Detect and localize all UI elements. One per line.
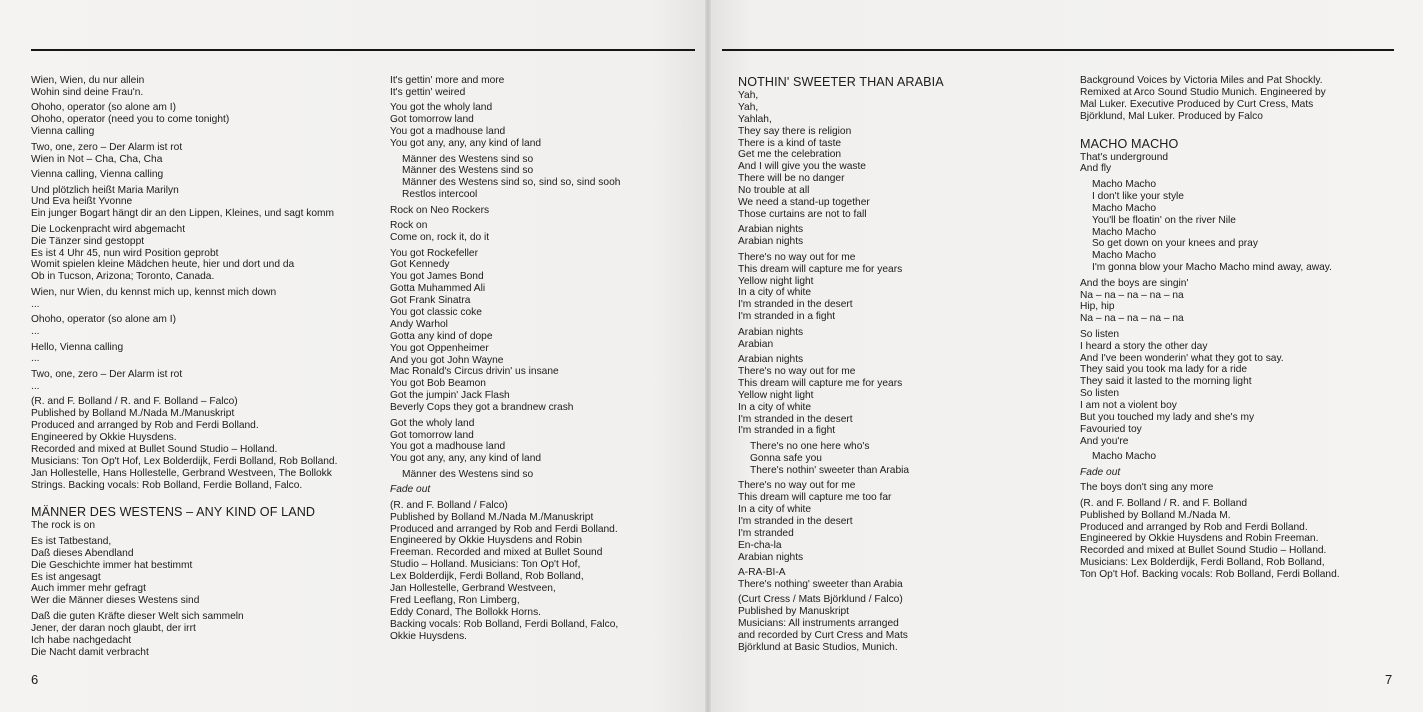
text-line: Björklund at Basic Studios, Munich. — [738, 641, 898, 653]
text-line: Mac Ronald's Circus drivin' us insane — [390, 366, 559, 378]
text-line: Yah, — [738, 90, 759, 101]
text-line: Gonna safe you — [750, 452, 822, 464]
text-line: (R. and F. Bolland / R. and F. Bolland — [1080, 497, 1248, 509]
text-line: There's no way out for me — [738, 365, 856, 377]
text-line: It's gettin' weired — [390, 86, 466, 98]
text-line: Die Tänzer sind gestoppt — [31, 235, 145, 247]
text-line: There's nothing' sweeter than Arabia — [738, 578, 903, 590]
text-line: Vienna calling — [31, 126, 95, 138]
text-line: and recorded by Curt Cress and Mats — [738, 630, 908, 642]
text-line: Fade out — [1080, 466, 1121, 478]
text-line: Arabian nights — [738, 326, 804, 338]
text-line: Strings. Backing vocals: Rob Bolland, Ferdie Bolland, Falco. — [31, 479, 303, 491]
text-line: Und Eva heißt Yvonne — [31, 196, 133, 208]
top-rule-right — [722, 49, 1394, 51]
text-line: In a city of white — [738, 401, 812, 413]
text-line: Got the wholy land — [390, 417, 475, 429]
text-line: ... — [31, 353, 40, 365]
text-line: ... — [31, 298, 40, 310]
text-line: Na – na – na – na – na — [1080, 289, 1184, 301]
text-line: Arabian nights — [738, 236, 804, 248]
text-line: This dream will capture me for years — [738, 263, 903, 275]
text-column-3 — [738, 75, 944, 654]
text-column-1 — [31, 75, 337, 658]
text-line: Daß dieses Abendland — [31, 547, 134, 559]
text-line: Macho Macho — [1092, 250, 1156, 262]
text-line: Musicians: Ton Op't Hof, Lex Bolderdijk, Ferdi Bolland, Rob Bolland. — [31, 455, 338, 467]
text-line: Auch immer mehr gefragt — [31, 583, 146, 595]
text-line: And fly — [1080, 163, 1112, 175]
text-line: Engineered by Okkie Huysdens. — [31, 431, 177, 443]
song-title: MACHO MACHO — [1080, 136, 1179, 151]
text-line: They said it lasted to the morning light — [1080, 376, 1252, 388]
text-line: En-cha-la — [738, 539, 782, 551]
text-line: Männer des Westens sind so — [402, 153, 534, 165]
text-line: Wohin sind deine Frau'n. — [31, 86, 144, 98]
text-line: So get down on your knees and pray — [1092, 238, 1258, 250]
text-line: I don't like your style — [1092, 190, 1184, 202]
text-line: Rock on — [390, 220, 428, 232]
text-line: Wien in Not – Cha, Cha, Cha — [31, 153, 163, 165]
text-line: Es ist angesagt — [31, 571, 101, 583]
text-line: Macho Macho — [1092, 451, 1156, 463]
text-line: Wien, Wien, du nur allein — [31, 75, 145, 86]
text-line: I'm stranded — [738, 527, 794, 539]
text-line: That's underground — [1080, 151, 1169, 163]
text-line: You'll be floatin' on the river Nile — [1092, 214, 1236, 226]
page-number-left: 6 — [31, 672, 39, 687]
text-line: Got the jumpin' Jack Flash — [390, 390, 510, 402]
text-line: Hip, hip — [1080, 301, 1115, 313]
text-line: (R. and F. Bolland / Falco) — [390, 499, 508, 511]
text-line: A-RA-BI-A — [738, 567, 786, 578]
text-line: I'm gonna blow your Macho Macho mind away, away. — [1092, 262, 1332, 274]
text-line: Ton Op't Hof. Backing vocals: Rob Bolland, Ferdi Bolland. — [1080, 569, 1340, 581]
text-line: And I will give you the waste — [738, 161, 866, 173]
text-line: No trouble at all — [738, 185, 810, 197]
text-line: Es ist 4 Uhr 45, nun wird Position geprobt — [31, 247, 219, 259]
text-line: Two, one, zero – Der Alarm ist rot — [31, 368, 183, 380]
text-line: Eddy Conard, The Bollokk Horns. — [390, 606, 542, 618]
text-line: Published by Bolland M./Nada M./Manuskript — [31, 408, 235, 420]
text-line: Womit spielen kleine Mädchen heute, hier und dort und da — [31, 259, 295, 271]
song-title: MÄNNER DES WESTENS – ANY KIND OF LAND — [31, 505, 316, 520]
text-line: I'm stranded in a fight — [738, 311, 836, 323]
text-line: Wer die Männer dieses Westens sind — [31, 595, 200, 607]
text-line: Published by Manuskript — [738, 606, 849, 618]
text-line: They said you took ma lady for a ride — [1080, 364, 1248, 376]
text-line: Come on, rock it, do it — [390, 232, 490, 244]
text-line: It's gettin' more and more — [390, 75, 505, 86]
text-column-2 — [390, 75, 620, 642]
text-line: Arabian nights — [738, 354, 804, 366]
text-line: ... — [31, 380, 40, 392]
text-line: Arabian — [738, 338, 774, 350]
text-line: I'm stranded in the desert — [738, 413, 853, 425]
text-line: Restlos intercool — [402, 189, 478, 201]
text-line: Okkie Huysdens. — [390, 630, 468, 642]
text-line: You got the wholy land — [390, 102, 493, 114]
text-line: Got Kennedy — [390, 259, 450, 271]
text-line: You got any, any, any kind of land — [390, 453, 542, 465]
text-line: Published by Bolland M./Nada M. — [1080, 509, 1231, 521]
text-line: Mal Luker. Executive Produced by Curt Cress, Mats — [1080, 98, 1314, 110]
text-line: Lex Bolderdijk, Ferdi Bolland, Rob Bolland, — [390, 571, 584, 583]
text-line: Produced and arranged by Rob and Ferdi Bolland. — [390, 523, 618, 535]
text-line: Männer des Westens sind so, sind so, sind sooh — [402, 177, 621, 189]
text-line: Two, one, zero – Der Alarm ist rot — [31, 141, 183, 153]
text-line: Arabian nights — [738, 551, 804, 563]
text-line: You got Bob Beamon — [390, 378, 486, 390]
text-line: The boys don't sing any more — [1080, 482, 1214, 494]
text-line: Background Voices by Victoria Miles and Pat Shockly. — [1080, 75, 1323, 86]
text-line: You got James Bond — [390, 271, 484, 283]
text-line: And you're — [1080, 435, 1129, 447]
text-line: I am not a violent boy — [1080, 400, 1177, 412]
block-gap — [1080, 123, 1340, 137]
text-line: Ohoho, operator (so alone am I) — [31, 102, 176, 114]
text-line: (Curt Cress / Mats Björklund / Falco) — [738, 594, 903, 606]
text-line: So listen — [1080, 388, 1120, 400]
text-line: There's no way out for me — [738, 480, 856, 492]
text-line: And I've been wonderin' what they got to say. — [1080, 352, 1284, 364]
text-line: There's no one here who's — [750, 440, 870, 452]
text-line: You got a madhouse land — [390, 126, 506, 138]
text-line: Und plötzlich heißt Maria Marilyn — [31, 184, 179, 196]
text-line: In a city of white — [738, 503, 812, 515]
text-line: Hello, Vienna calling — [31, 341, 124, 353]
text-column-4 — [1080, 75, 1340, 581]
text-line: Andy Warhol — [390, 318, 448, 330]
text-line: And the boys are singin' — [1080, 277, 1189, 289]
text-line: Macho Macho — [1092, 226, 1156, 238]
text-line: So listen — [1080, 328, 1120, 340]
text-line: Yah, — [738, 101, 759, 113]
text-line: There's no way out for me — [738, 251, 856, 263]
text-line: You got a madhouse land — [390, 441, 506, 453]
text-line: Jan Hollestelle, Hans Hollestelle, Gerbrand Westveen, The Bollokk — [31, 467, 332, 479]
text-line: Daß die guten Kräfte dieser Welt sich sammeln — [31, 610, 244, 622]
text-line: Ohoho, operator (need you to come tonight) — [31, 114, 230, 126]
text-line: Studio – Holland. Musicians: Ton Op't Hof, — [390, 559, 581, 571]
text-line: This dream will capture me for years — [738, 377, 903, 389]
text-line: Macho Macho — [1092, 178, 1156, 190]
text-line: Rock on Neo Rockers — [390, 204, 490, 216]
text-line: Fade out — [390, 484, 431, 496]
text-line: Musicians: Lex Bolderdijk, Ferdi Bolland, Rob Bolland, — [1080, 557, 1325, 569]
text-line: Published by Bolland M./Nada M./Manuskript — [390, 511, 594, 523]
text-line: Macho Macho — [1092, 202, 1156, 214]
text-line: There will be no danger — [738, 173, 845, 185]
text-line: Recorded and mixed at Bullet Sound Studio – Holland. — [1080, 545, 1327, 557]
text-line: I heard a story the other day — [1080, 340, 1208, 352]
text-line: Ohoho, operator (so alone am I) — [31, 314, 176, 326]
text-line: Favouried toy — [1080, 423, 1142, 435]
text-line: There's nothin' sweeter than Arabia — [750, 464, 910, 476]
text-line: Engineered by Okkie Huysdens and Robin — [390, 535, 582, 547]
text-line: Es ist Tatbestand, — [31, 535, 112, 547]
text-line: Die Geschichte immer hat bestimmt — [31, 559, 193, 571]
text-line: Fred Leeflang, Ron Limberg, — [390, 594, 520, 606]
text-line: Recorded and mixed at Bullet Sound Studio – Holland. — [31, 443, 278, 455]
text-line: You got Oppenheimer — [390, 342, 489, 354]
text-line: Yellow night light — [738, 389, 814, 401]
text-line: In a city of white — [738, 287, 812, 299]
text-line: Björklund, Mal Luker. Produced by Falco — [1080, 110, 1263, 122]
text-line: Gotta any kind of dope — [390, 330, 493, 342]
text-line: I'm stranded in the desert — [738, 515, 853, 527]
text-line: Got tomorrow land — [390, 429, 474, 441]
page-number-right: 7 — [1385, 672, 1393, 687]
text-line: Jan Hollestelle, Gerbrand Westveen, — [390, 582, 556, 594]
text-line: You got classic coke — [390, 307, 482, 318]
text-line: Arabian nights — [738, 224, 804, 236]
text-line: Engineered by Okkie Huysdens and Robin Freeman. — [1080, 533, 1319, 545]
text-line: The rock is on — [31, 520, 95, 532]
text-line: I'm stranded in the desert — [738, 299, 853, 311]
text-line: Backing vocals: Rob Bolland, Ferdi Bolland, Falco, — [390, 618, 619, 630]
text-line: Vienna calling, Vienna calling — [31, 169, 164, 181]
song-title: NOTHIN' SWEETER THAN ARABIA — [738, 75, 944, 89]
text-line: Die Lockenpracht wird abgemacht — [31, 223, 186, 235]
text-line: But you touched my lady and she's my — [1080, 412, 1255, 424]
text-line: Freeman. Recorded and mixed at Bullet Sound — [390, 547, 603, 559]
text-line: We need a stand-up together — [738, 197, 870, 209]
text-line: Ein junger Bogart hängt dir an den Lippen, Kleines, und sagt komm — [31, 208, 334, 220]
text-line: Remixed at Arco Sound Studio Munich. Engineered by — [1080, 86, 1326, 98]
block-gap — [31, 491, 337, 505]
text-line: Wien, nur Wien, du kennst mich up, kennst mich down — [31, 286, 277, 298]
text-line: Yellow night light — [738, 275, 814, 287]
text-line: ... — [31, 326, 40, 338]
text-line: You got Rockefeller — [390, 247, 478, 259]
text-line: Get me the celebration — [738, 149, 842, 161]
text-line: You got any, any, any kind of land — [390, 138, 542, 150]
text-line: Produced and arranged by Rob and Ferdi Bolland. — [1080, 521, 1308, 533]
text-line: They say there is religion — [738, 125, 852, 137]
text-line: Yahlah, — [738, 113, 772, 125]
text-line: Die Nacht damit verbracht — [31, 646, 149, 658]
text-line: Beverly Cops they got a brandnew crash — [390, 402, 574, 414]
top-rule-left — [31, 49, 695, 51]
text-line: Na – na – na – na – na — [1080, 313, 1184, 325]
text-line: Those curtains are not to fall — [738, 208, 867, 220]
text-line: Ob in Tucson, Arizona; Toronto, Canada. — [31, 271, 215, 283]
text-line: There is a kind of taste — [738, 137, 842, 149]
text-line: Got Frank Sinatra — [390, 295, 471, 307]
text-line: Gotta Muhammed Ali — [390, 283, 486, 295]
text-line: And you got John Wayne — [390, 354, 504, 366]
text-line: Got tomorrow land — [390, 114, 474, 126]
text-line: I'm stranded in a fight — [738, 425, 836, 437]
text-line: (R. and F. Bolland / R. and F. Bolland – Falco) — [31, 396, 238, 408]
text-line: Jener, der daran noch glaubt, der irrt — [31, 622, 196, 634]
book-gutter — [705, 0, 711, 712]
text-line: Männer des Westens sind so — [402, 165, 534, 177]
text-line: Ich habe nachgedacht — [31, 634, 132, 646]
text-line: This dream will capture me too far — [738, 492, 892, 504]
text-line: Männer des Westens sind so — [402, 468, 534, 480]
text-line: Musicians: All instruments arranged — [738, 618, 899, 630]
text-line: Produced and arranged by Rob and Ferdi Bolland. — [31, 420, 259, 432]
